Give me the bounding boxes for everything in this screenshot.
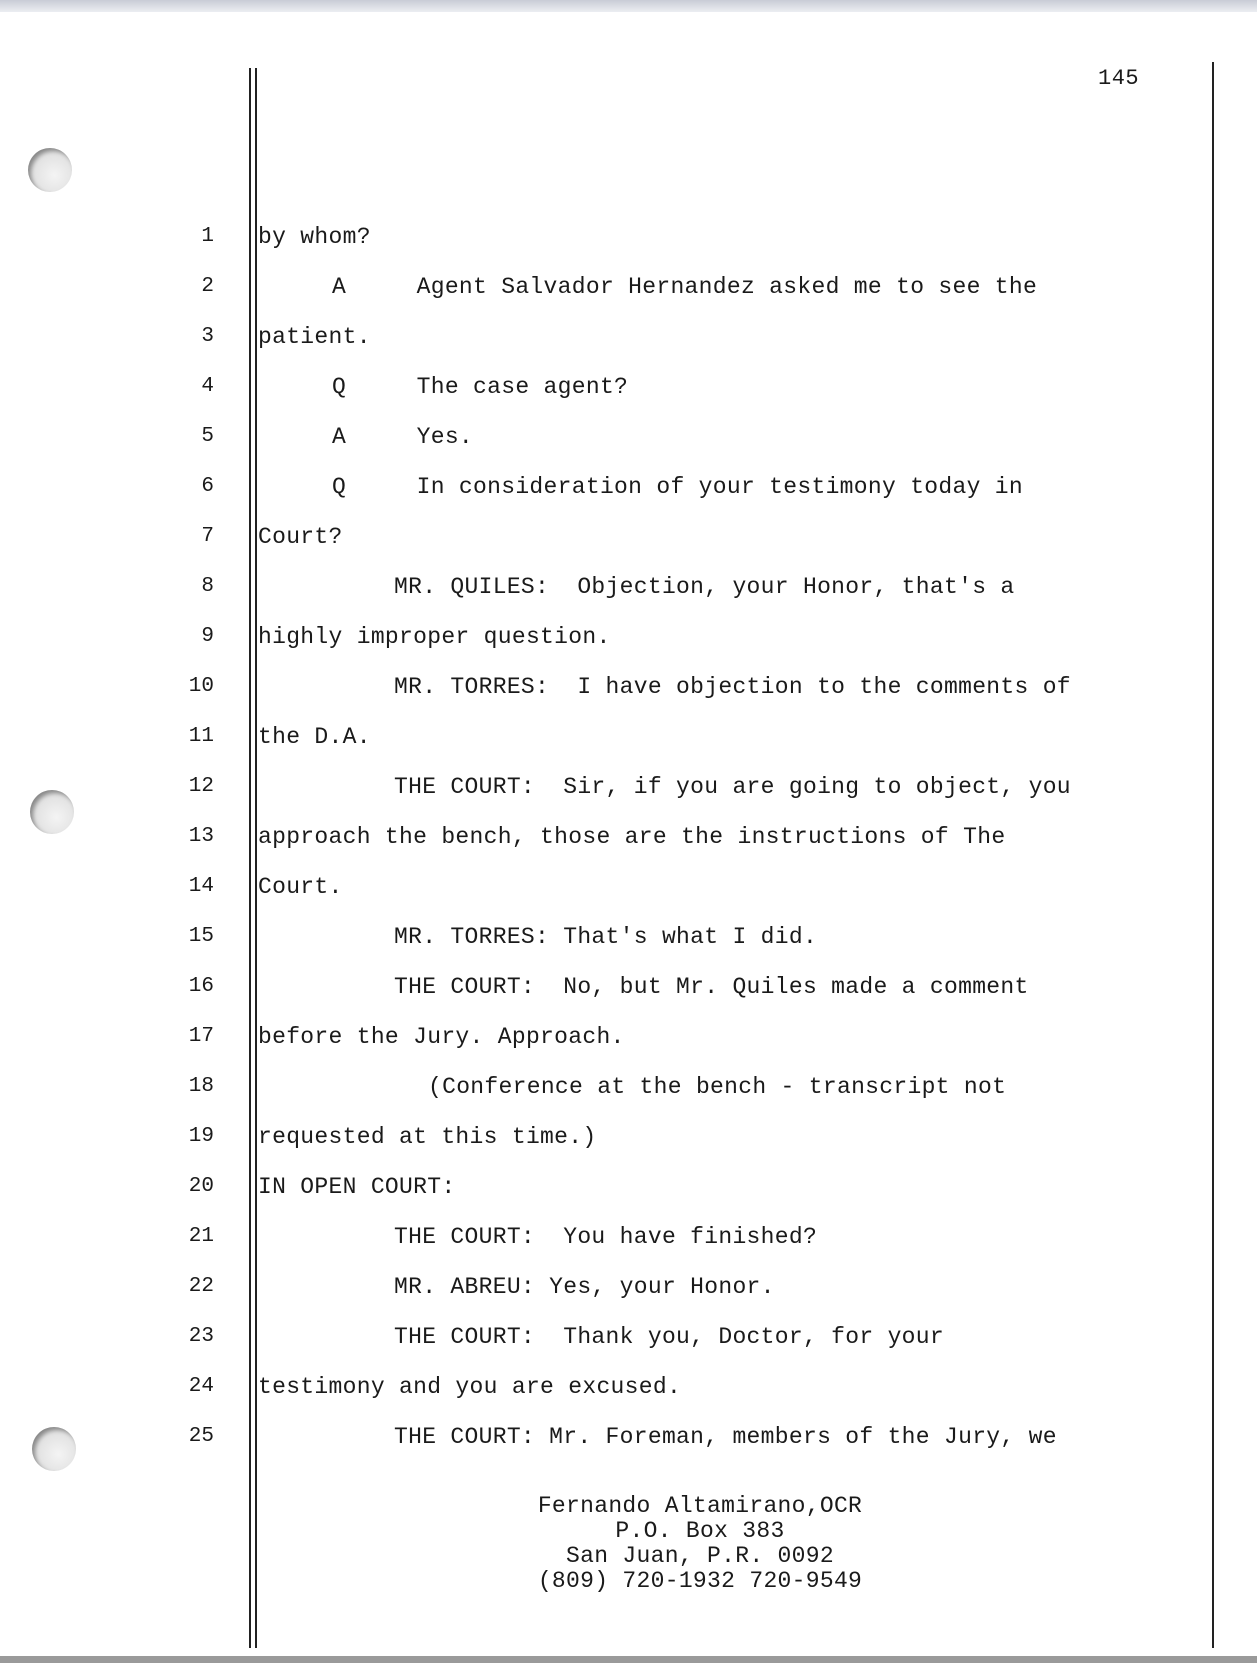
line-text: MR. ABREU: Yes, your Honor. <box>394 1274 775 1300</box>
line-text: testimony and you are excused. <box>258 1374 682 1400</box>
line-number: 24 <box>188 1375 214 1398</box>
line-number: 23 <box>188 1325 214 1348</box>
line-text: THE COURT: Thank you, Doctor, for your <box>394 1324 944 1350</box>
line-number: 16 <box>188 975 214 998</box>
binder-hole-bottom <box>32 1427 76 1471</box>
line-text: patient. <box>258 324 371 350</box>
reporter-address-line-1: P.O. Box 383 <box>615 1518 785 1544</box>
line-number: 4 <box>201 375 214 398</box>
line-number: 19 <box>188 1125 214 1148</box>
line-text: approach the bench, those are the instructions of The <box>258 824 1006 850</box>
line-number: 13 <box>188 825 214 848</box>
line-text: THE COURT: No, but Mr. Quiles made a comment <box>394 974 1029 1000</box>
line-text: (Conference at the bench - transcript not <box>428 1074 1007 1100</box>
line-text: Court. <box>258 874 343 900</box>
left-margin-rule-outer <box>249 68 251 1648</box>
line-number: 15 <box>188 925 214 948</box>
line-text: requested at this time.) <box>258 1124 597 1150</box>
line-text: highly improper question. <box>258 624 611 650</box>
line-number: 1 <box>201 225 214 248</box>
reporter-name: Fernando Altamirano,OCR <box>537 1493 863 1519</box>
line-text: THE COURT: Sir, if you are going to object, you <box>394 774 1071 800</box>
line-text: the D.A. <box>258 724 371 750</box>
line-number: 14 <box>188 875 214 898</box>
line-number: 21 <box>188 1225 214 1248</box>
line-text: IN OPEN COURT: <box>258 1174 456 1200</box>
line-text: Court? <box>258 524 343 550</box>
line-text: Q The case agent? <box>332 374 629 400</box>
line-text: before the Jury. Approach. <box>258 1024 625 1050</box>
line-number: 7 <box>201 525 214 548</box>
line-number: 25 <box>188 1425 214 1448</box>
line-text: Q In consideration of your testimony today in <box>332 474 1024 500</box>
line-text: by whom? <box>258 224 371 250</box>
line-number: 22 <box>188 1275 214 1298</box>
line-number: 6 <box>201 475 214 498</box>
line-number: 11 <box>188 725 214 748</box>
left-margin-rule-inner <box>255 68 257 1648</box>
reporter-address-line-2: San Juan, P.R. 0092 <box>566 1543 834 1569</box>
line-number: 10 <box>188 675 214 698</box>
line-number: 18 <box>188 1075 214 1098</box>
right-margin-rule <box>1212 62 1214 1648</box>
line-text: THE COURT: You have finished? <box>394 1224 818 1250</box>
reporter-footer <box>450 1494 950 1594</box>
line-number: 8 <box>201 575 214 598</box>
binder-hole-middle <box>30 790 74 834</box>
line-text: A Yes. <box>332 424 474 450</box>
page-number: 145 <box>1098 66 1140 91</box>
line-number: 20 <box>188 1175 214 1198</box>
binder-hole-top <box>28 148 72 192</box>
line-text: MR. TORRES: I have objection to the comments of <box>394 674 1071 700</box>
line-number: 9 <box>201 625 214 648</box>
line-number: 5 <box>201 425 214 448</box>
line-text: MR. TORRES: That's what I did. <box>394 924 818 950</box>
reporter-phone: (809) 720-1932 720-9549 <box>537 1568 863 1594</box>
line-text: THE COURT: Mr. Foreman, members of the Jury, we <box>394 1424 1057 1450</box>
scan-bottom-edge <box>0 1656 1257 1663</box>
scan-top-edge <box>0 0 1257 12</box>
line-text: A Agent Salvador Hernandez asked me to see the <box>332 274 1038 300</box>
line-number: 17 <box>188 1025 214 1048</box>
line-number: 12 <box>188 775 214 798</box>
line-number: 2 <box>201 275 214 298</box>
line-text: MR. QUILES: Objection, your Honor, that's a <box>394 574 1015 600</box>
line-number: 3 <box>201 325 214 348</box>
